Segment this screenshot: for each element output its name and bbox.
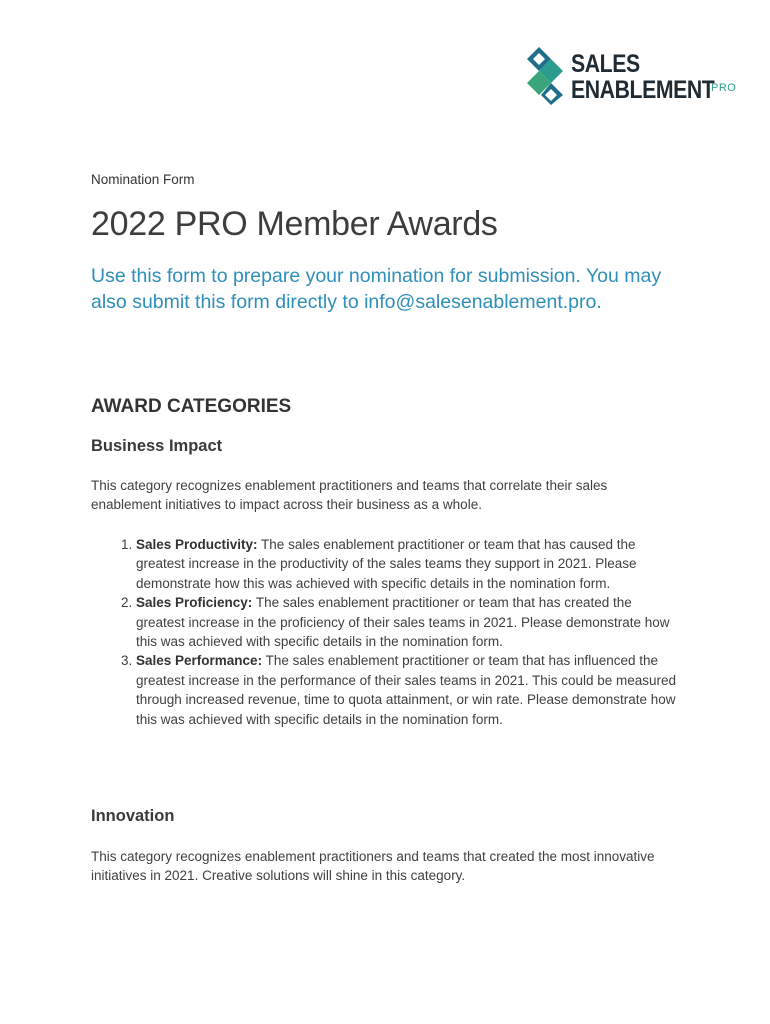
category-description-innovation: This category recognizes enablement practitioners and teams that created the most innovative initiatives in 2021. Creative solutions will shine in this category. <box>91 849 655 884</box>
category-description-business-impact: This category recognizes enablement practitioners and teams that correlate their sales enablement initiatives to impact across their business as a whole. <box>91 478 608 513</box>
award-list <box>91 535 681 729</box>
award-name: Sales Performance: <box>136 653 263 669</box>
award-description: The sales enablement practitioner or team that has caused the greatest increase in the productivity of the sales teams they support in 2021. Please demonstrate how this was achieved with specific details in the nomination form. <box>136 537 637 591</box>
list-item <box>136 593 681 651</box>
award-categories-heading: AWARD CATEGORIES <box>91 396 292 417</box>
page-subtitle: Use this form to prepare your nomination for submission. You may also submit this form directly to info@salesenablement.pro. <box>91 265 662 313</box>
logo-pro-label: PRO <box>711 82 737 94</box>
page-title: 2022 PRO Member Awards <box>91 205 498 243</box>
list-item <box>136 535 681 593</box>
award-name: Sales Proficiency: <box>136 595 253 611</box>
list-item <box>136 651 681 729</box>
logo <box>525 45 740 107</box>
logo-line-enablement: ENABLEMENT <box>571 76 715 104</box>
award-name: Sales Productivity: <box>136 537 258 552</box>
category-heading-innovation: Innovation <box>91 807 175 825</box>
logo-wordmark <box>571 51 740 103</box>
award-description: The sales enablement practitioner or team that has created the greatest increase in the proficiency of their sales teams in 2021. Please demonstrate how this was achieved with specific details in the nomination form. <box>136 595 670 650</box>
form-label: Nomination Form <box>91 172 195 187</box>
logo-line-sales: SALES <box>571 50 640 78</box>
sales-enablement-logo-icon <box>525 45 569 107</box>
award-description: The sales enablement practitioner or team that has influenced the greatest increase in the performance of their sales teams in 2021. This could be measured through increased revenue, time to quota attainment, or win rate. Please demonstrate how this was achieved with specific details in the nomination form. <box>136 653 677 727</box>
category-heading-business-impact: Business Impact <box>91 437 223 455</box>
